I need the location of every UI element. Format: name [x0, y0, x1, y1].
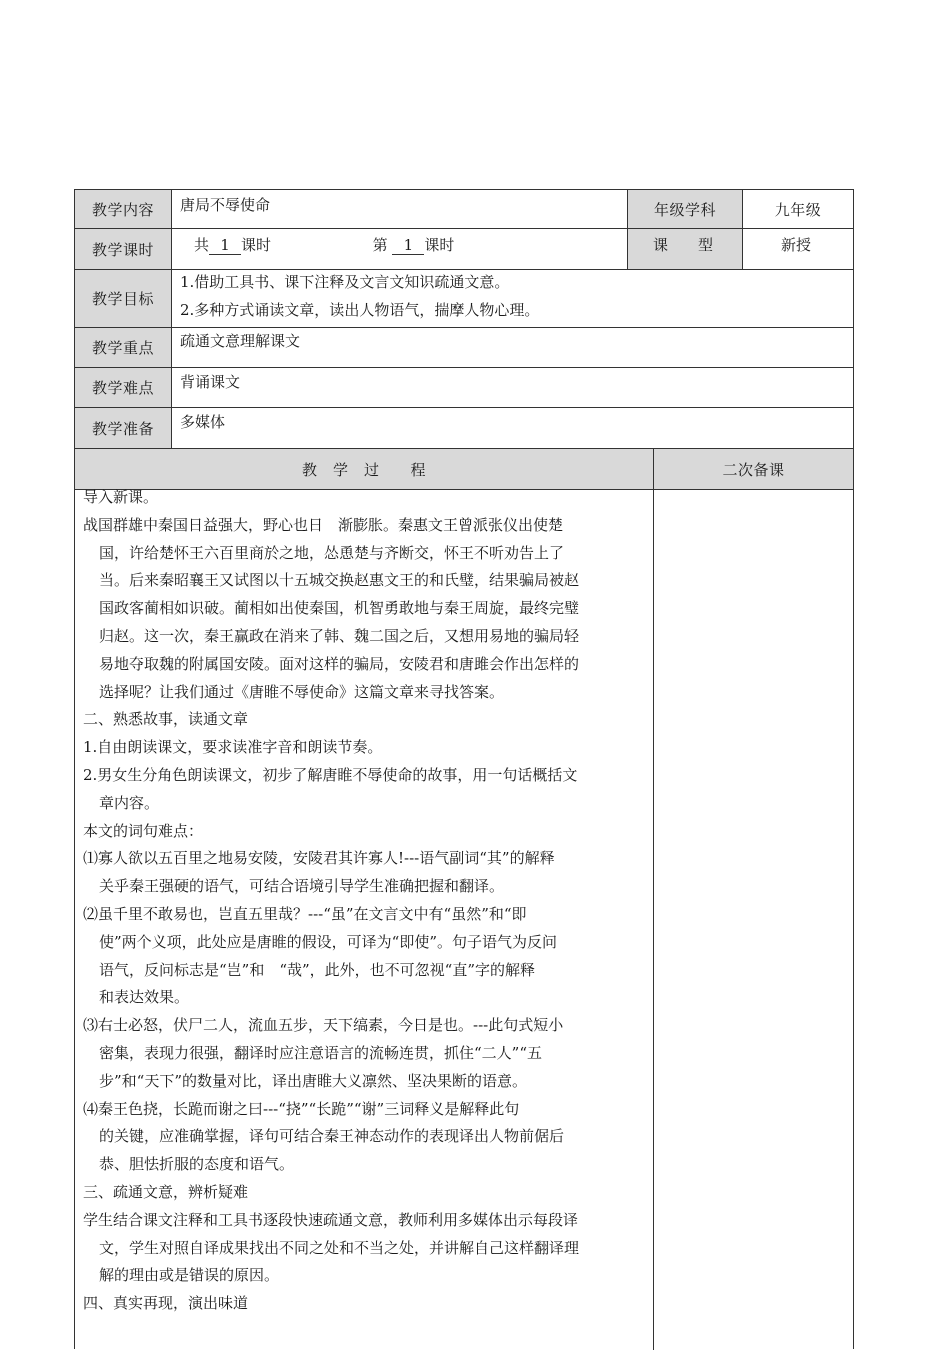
process-line: ⑷秦王色挠，长跪而谢之曰---“挠”“长跪”“谢”三词释义是解释此句 [83, 1099, 520, 1118]
prep-value: 多媒体 [180, 413, 226, 431]
process-line: 语气，反问标志是“岂”和 “哉”，此外，也不可忽视“直”字的解释 [99, 960, 536, 979]
difficult-label: 教学难点 [75, 368, 172, 407]
key-value: 疏通文意理解课文 [180, 332, 301, 350]
process-body [75, 490, 654, 1350]
grade-label: 年级学科 [628, 190, 743, 228]
row-process-header [74, 448, 854, 490]
period-total-value: 1 [209, 236, 241, 255]
process-line: 国，许给楚怀王六百里商於之地，怂恿楚与齐断交，怀王不听劝告上了 [99, 543, 565, 562]
process-line: 的关键，应准确掌握，译句可结合秦王神态动作的表现译出人物前倨后 [99, 1127, 565, 1146]
process-line: 选择呢？让我们通过《唐睢不辱使命》这篇文章来寻找答案。 [99, 682, 505, 701]
process-line: ⑵虽千里不敢易也，岂直五里哉？---“虽”在文言文中有“虽然”和“即 [83, 905, 527, 923]
process-line: 章内容。 [99, 793, 160, 812]
grade-value: 九年级 [774, 200, 822, 219]
process-line: 解的理由或是错误的原因。 [99, 1266, 280, 1285]
period-total-prefix: 共 [194, 236, 210, 254]
row-key [74, 327, 854, 368]
process-line: 国政客蔺相如识破。蔺相如出使秦国，机智勇敢地与秦王周旋，最终完璧 [99, 599, 580, 618]
period-num-prefix: 第 [372, 236, 388, 254]
process-line: ⑴寡人欲以五百里之地易安陵，安陵君其许寡人!---语气副词“其”的解释 [83, 849, 555, 868]
process-line: 关乎秦王强硬的语气，可结合语境引导学生准确把握和翻译。 [99, 877, 505, 896]
process-line: 二、熟悉故事，读通文章 [83, 710, 249, 729]
row-period [74, 228, 854, 270]
process-line: 本文的词句难点： [83, 821, 204, 840]
row-difficult [74, 367, 854, 408]
row-goal [74, 269, 854, 328]
type-value: 新授 [781, 236, 812, 254]
process-line: 1.自由朗读课文，要求读准字音和朗读节奏。 [83, 738, 383, 757]
side-notes-cell [654, 490, 853, 1350]
process-line: ⑶右士必怒，伏尸二人，流血五步，天下缟素，今日是也。---此句式短小 [83, 1016, 564, 1035]
process-line: 学生结合课文注释和工具书逐段快速疏通文意，教师利用多媒体出示每段译 [83, 1210, 579, 1229]
goal-line-1: 1.借助工具书、课下注释及文言文知识疏通文意。 [180, 273, 510, 291]
difficult-value: 背诵课文 [180, 373, 241, 391]
period-num-suffix: 课时 [424, 236, 455, 254]
row-process-body [74, 489, 854, 1349]
process-line: 当。后来秦昭襄王又试图以十五城交换赵惠文王的和氏璧，结果骗局被赵 [99, 571, 580, 590]
process-line: 归赵。这一次，秦王赢政在消来了韩、魏二国之后，又想用易地的骗局轻 [99, 627, 580, 645]
period-num-value: 1 [392, 236, 424, 255]
period-total-suffix: 课时 [241, 236, 272, 254]
process-header: 教 学 过 程 [75, 449, 654, 489]
process-line: 易地夺取魏的附属国安陵。面对这样的骗局，安陵君和唐雎会作出怎样的 [99, 654, 580, 673]
process-line: 恭、胆怯折服的态度和语气。 [99, 1155, 295, 1174]
process-line: 导入新课。 [83, 488, 159, 506]
process-line: 和表达效果。 [99, 988, 190, 1007]
content-label: 教学内容 [75, 190, 172, 228]
type-label: 课 型 [628, 229, 743, 269]
period-label: 教学课时 [75, 229, 172, 269]
goal-label: 教学目标 [75, 270, 172, 327]
process-line: 四、真实再现，演出味道 [83, 1294, 249, 1313]
process-line: 三、疏通文意，辨析疑难 [83, 1183, 249, 1201]
goal-line-2: 2.多种方式诵读文章，读出人物语气，揣摩人物心理。 [180, 301, 540, 319]
process-line: 密集，表现力很强，翻译时应注意语言的流畅连贯，抓住“二人”“五 [99, 1044, 543, 1062]
side-header: 二次备课 [654, 449, 853, 489]
goal-text [180, 268, 539, 324]
row-prep [74, 407, 854, 449]
key-label: 教学重点 [75, 328, 172, 367]
process-line: 2.男女生分角色朗读课文，初步了解唐睢不辱使命的故事，用一句话概括文 [83, 766, 578, 784]
process-line: 步”和“天下”的数量对比，译出唐睢大义凛然、坚决果断的语意。 [99, 1071, 528, 1090]
prep-label: 教学准备 [75, 408, 172, 448]
period-value [172, 229, 628, 269]
content-value: 唐局不辱使命 [172, 190, 628, 228]
process-line: 文，学生对照自译成果找出不同之处和不当之处，并讲解自己这样翻译理 [99, 1238, 580, 1257]
process-line: 使”两个义项，此处应是唐睢的假设，可译为“即使”。句子语气为反问 [99, 932, 558, 951]
process-line: 战国群雄中秦国日益强大，野心也日 渐膨胀。秦惠文王曾派张仪出使楚 [83, 515, 564, 534]
row-content [74, 189, 854, 229]
